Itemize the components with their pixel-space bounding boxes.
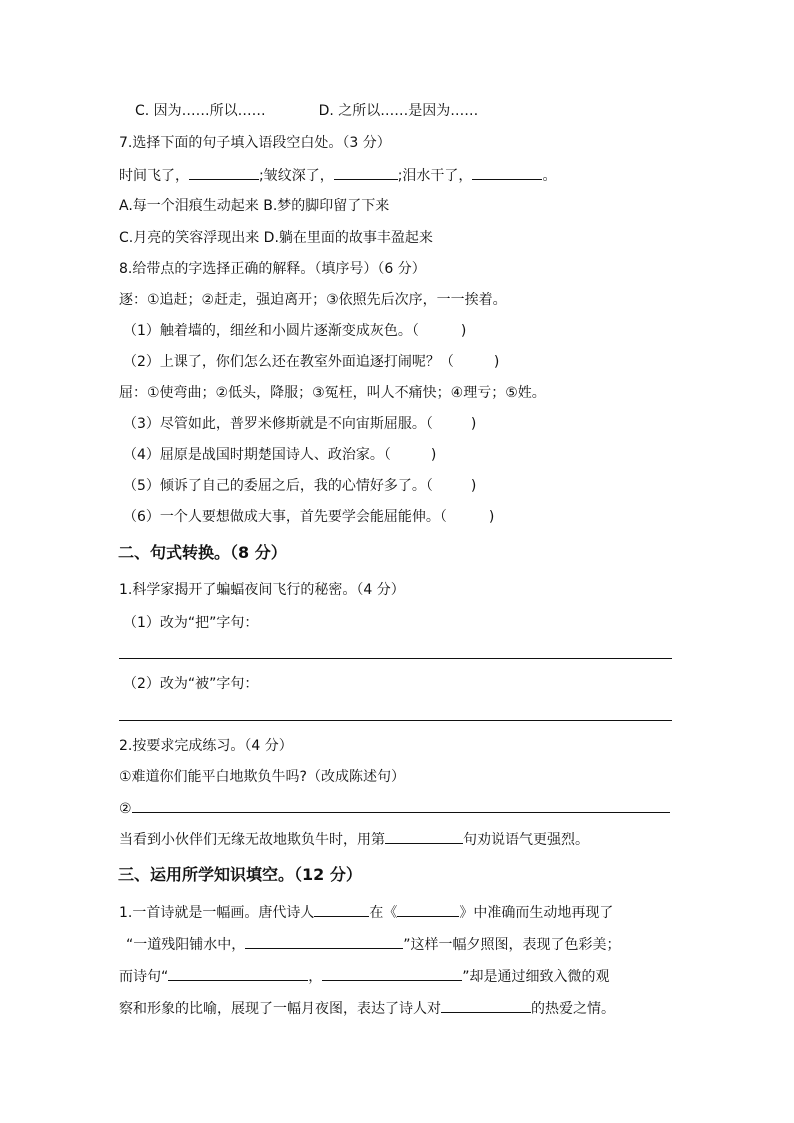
q8-item-2-text: （2）上课了，你们怎么还在教室外面追逐打闹呢？（ [123,354,454,370]
q8-item-6 [123,507,494,527]
q7-s4: 。 [542,168,557,184]
s3-title-blank[interactable] [397,902,459,917]
section-2-heading: 二、句式转换。（8 分） [118,543,287,562]
s3-line-1 [119,902,613,923]
q8-item-5-close: ) [470,478,477,494]
q8-item-1-text: （1）触着墙的，细丝和小圆片逐渐变成灰色。（ [123,323,419,339]
q7-blank-2[interactable] [334,165,398,180]
s3-l4-a: 察和形象的比喻，展现了一幅月夜图，表达了诗人对 [119,1001,441,1017]
s3-verse-blank-3[interactable] [322,966,462,981]
q8-qu-definition: 屈：①使弯曲；②低头，降服；③冤枉，叫人不痛快；④理亏；⑤姓。 [119,385,546,401]
s3-l2-b: ”这样一幅夕照图，表现了色彩美； [403,937,621,953]
s3-l3-c: ”却是通过细致入微的观 [462,969,610,985]
q8-item-2 [123,352,499,372]
q7-passage [119,165,556,186]
q8-item-3-text: （3）尽管如此，普罗米修斯就是不向宙斯屈服。（ [123,416,433,432]
answer-line-ba[interactable] [119,658,672,659]
option-c: C. 因为……所以…… [135,103,266,119]
q8-item-4 [123,445,436,465]
q6-options [135,101,478,121]
s3-line-4 [119,998,615,1019]
s3-l1-a: 1.一首诗就是一幅画。唐代诗人 [119,905,315,921]
q7-options-cd: C.月亮的笑容浮现出来 D.躺在里面的故事丰盈起来 [119,230,433,246]
s2-q1-title: 1.科学家揭开了蝙蝠夜间飞行的秘密。（4 分） [119,582,405,598]
q8-zhu-definition: 逐：①追赶；②赶走，强迫离开；③依照先后次序，一一挨着。 [119,292,507,308]
section-3-heading: 三、运用所学知识填空。（12 分） [118,865,362,884]
s2-q1-b: （2）改为“被”字句： [123,676,259,692]
s2-q2-tail-a: 当看到小伙伴们无缘无故地欺负牛时，用第 [119,832,385,848]
s3-l1-c: 》中准确而生动地再现了 [459,905,614,921]
q7-title: 7.选择下面的句子填入语段空白处。（3 分） [119,135,391,151]
q8-item-3-close: ) [470,416,477,432]
s2-q2-num: ② [119,801,132,817]
s3-l2-a: “一道残阳铺水中， [126,937,246,953]
q7-blank-3[interactable] [472,165,542,180]
s3-line-2 [126,934,621,955]
q8-item-5-text: （5）倾诉了自己的委屈之后，我的心情好多了。（ [123,478,433,494]
q7-s3: ;泪水干了， [397,168,473,184]
q8-item-1-close: ) [460,323,467,339]
q8-title: 8.给带点的字选择正确的解释。（填序号）（6 分） [119,261,426,277]
q8-item-6-close: ) [488,509,495,525]
s3-l3-a: 而诗句“ [119,969,169,985]
s3-l3-b: ， [308,969,323,985]
s3-poet-blank[interactable] [314,902,369,917]
q8-item-5 [123,476,476,496]
s3-verse-blank-1[interactable] [245,934,403,949]
q7-s1: 时间飞了， [119,168,189,184]
q8-item-2-close: ) [493,354,500,370]
q8-item-4-close: ) [430,447,437,463]
answer-line-bei[interactable] [119,720,672,721]
s2-q1-a: （1）改为“把”字句： [123,615,259,631]
s2-q2-tail-b: 句劝说语气更强烈。 [463,832,589,848]
s3-l1-b: 在《 [369,905,398,921]
q8-item-1 [123,321,466,341]
s3-verse-blank-2[interactable] [168,966,308,981]
s3-l4-b: 的热爱之情。 [531,1001,615,1017]
q8-item-3 [123,414,476,434]
s2-q2-item: ①难道你们能平白地欺负牛吗?（改成陈述句） [119,769,405,785]
s3-line-3 [119,966,610,987]
s2-q2-answer-line[interactable] [132,798,670,813]
q7-blank-1[interactable] [189,165,259,180]
s3-love-blank[interactable] [441,998,531,1013]
s2-q2-answer-row [119,798,670,819]
q7-options-ab: A.每一个泪痕生动起来 B.梦的脚印留了下来 [119,198,390,214]
q7-s2: ;皱纹深了， [259,168,334,184]
s2-q2-title: 2.按要求完成练习。（4 分） [119,738,293,754]
s2-q2-tail [119,829,589,850]
q8-item-4-text: （4）屈原是战国时期楚国诗人、政治家。（ [123,447,391,463]
s2-q2-blank[interactable] [385,829,463,844]
q8-item-6-text: （6）一个人要想做成大事，首先要学会能屈能伸。（ [123,509,447,525]
option-d: D. 之所以……是因为…… [318,103,479,119]
